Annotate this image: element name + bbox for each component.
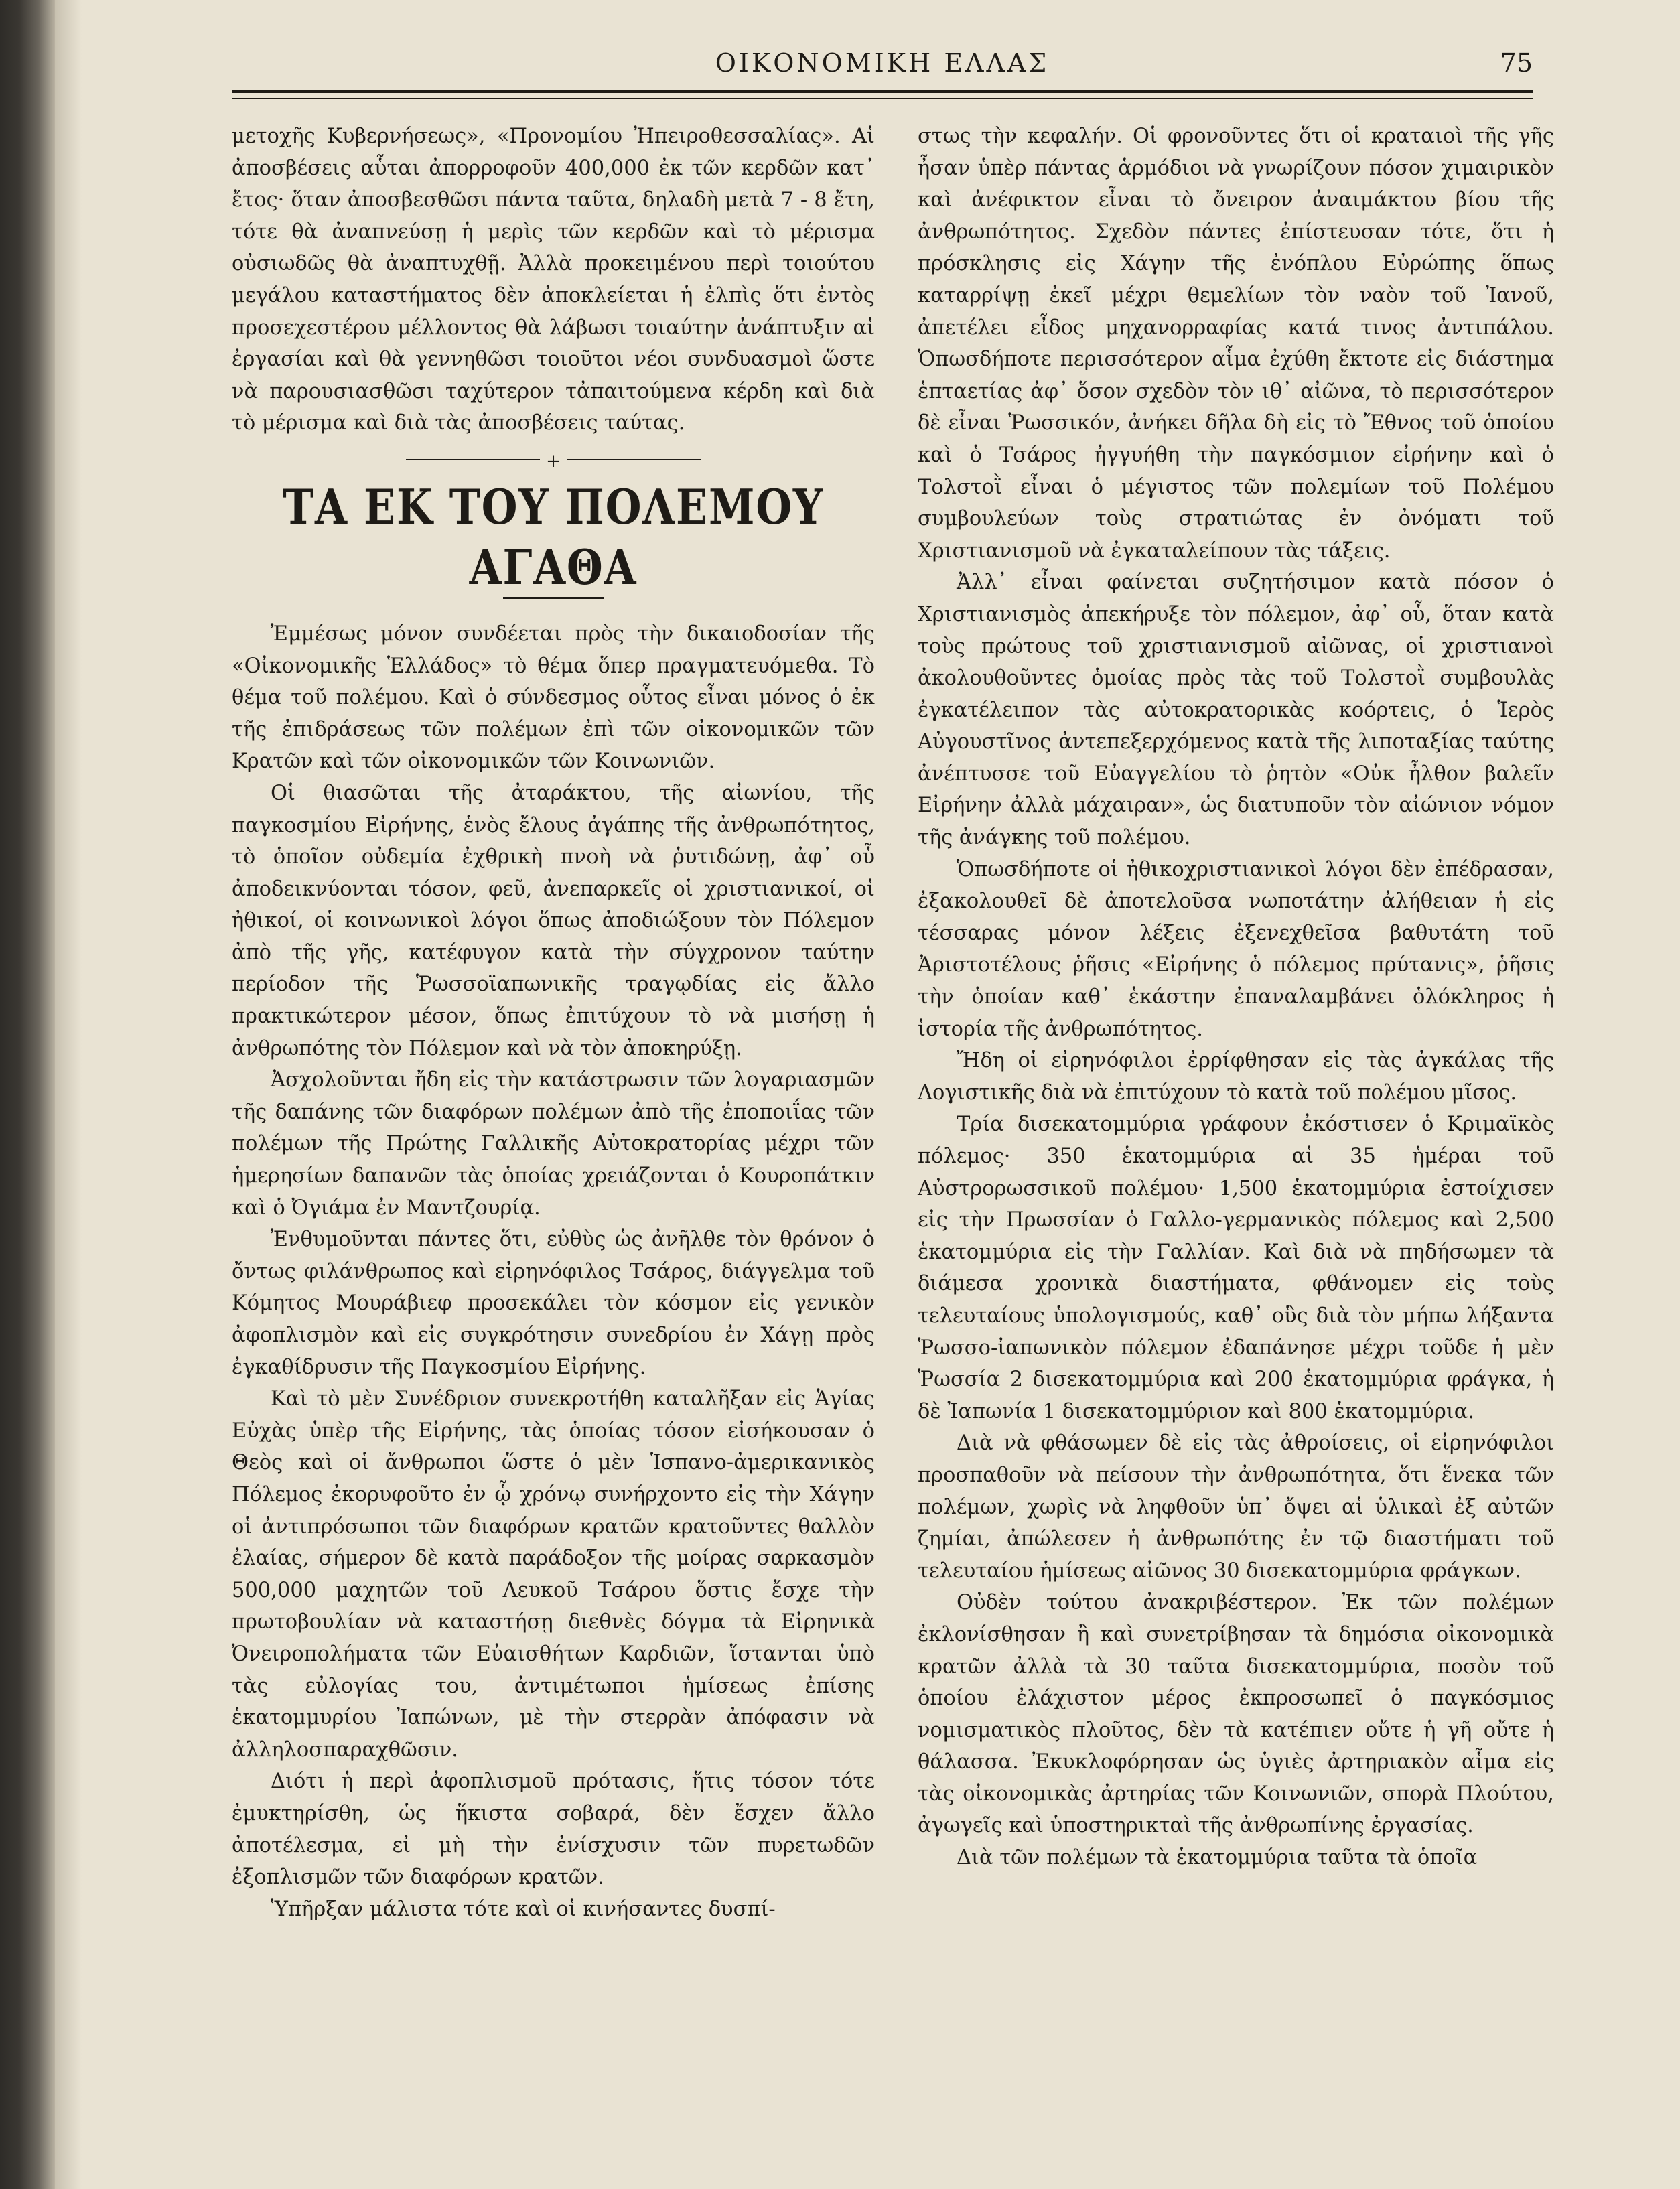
running-title: ΟΙΚΟΝΟΜΙΚΗ ΕΛΛΑΣ <box>715 48 1050 78</box>
paragraph: Ἀλλ᾽ εἶναι φαίνεται συζητήσιμον κατὰ πόσον ὁ Χριστιανισμὸς ἀπεκήρυξε τὸν πόλεμον, ἀφ᾽ οὗ, ὅταν κατὰ τοὺς πρώτους τοῦ χριστιανισμοῦ αἰῶνας, οἱ χριστιανοὶ ἀκολουθοῦντες ὁμοίας πρὸς τὰς τοῦ Τολστοῒ συμβουλὰς ἐγκατέλειπον τὰς αὐτοκρατορικὰς κοόρτεις, ὁ Ἱερὸς Αὐγουστῖνος ἀντεπεξερχόμενος κατὰ τῆς λιποταξίας ταύτης ἀνέπτυσσε τοῦ Εὐαγγελίου τὸ ῥητὸν «Οὐκ ἦλθον βαλεῖν Εἰρήνην ἀλλὰ μάχαιραν», ὡς διατυποῦν τὸν αἰώνιον νόμον τῆς ἀνάγκης τοῦ πολέμου. <box>918 571 1554 850</box>
paragraph: Ἐμμέσως μόνον συνδέεται πρὸς τὴν δικαιοδοσίαν τῆς «Οἰκονομικῆς Ἑλλάδος» τὸ θέμα ὅπερ πραγματευόμεθα. Τὸ θέμα τοῦ πολέμου. Καὶ ὁ σύνδεσμος οὗτος εἶναι μόνος ὁ ἐκ τῆς ἐπιδράσεως τῶν πολέμων ἐπὶ τῶν οἰκονομικῶν τῶν Κρατῶν καὶ τῶν οἰκονομικῶν τῶν Κοινωνιῶν. <box>232 622 875 774</box>
left-column <box>232 121 875 1925</box>
page-gutter <box>55 0 82 2189</box>
paragraph: Ἀσχολοῦνται ἤδη εἰς τὴν κατάστρωσιν τῶν λογαριασμῶν τῆς δαπάνης τῶν διαφόρων πολέμων ἀπὸ τῆς ἐποποιΐας τῶν πολέμων τῆς Πρώτης Γαλλικῆς Αὐτοκρατορίας μέχρι τῶν ἡμερησίων δαπανῶν τὰς ὁποίας χρειάζονται ὁ Κουροπάτκιν καὶ ὁ Ὀγιάμα ἐν Μαντζουρίᾳ. <box>232 1068 875 1220</box>
header-rule-thin <box>232 98 1533 99</box>
paragraph: Διὰ τῶν πολέμων τὰ ἑκατομμύρια ταῦτα τὰ ὁποῖα <box>957 1846 1478 1870</box>
book-binding-shadow <box>0 0 55 2189</box>
paragraph: Καὶ τὸ μὲν Συνέδριον συνεκροτήθη καταλῆξαν εἰς Ἁγίας Εὐχὰς ὑπὲρ τῆς Εἰρήνης, τὰς ὁποίας τόσον εἰσήκουσαν ὁ Θεὸς καὶ οἱ ἄνθρωποι ὥστε ὁ μὲν Ἱσπανο-ἀμερικανικὸς Πόλεμος ἐκορυφοῦτο ἐν ᾧ χρόνῳ συνήρχοντο εἰς τὴν Χάγην οἱ ἀντιπρόσωποι τῶν διαφόρων κρατῶν κρατοῦντες θαλλὸν ἐλαίας, σήμερον δὲ κατὰ παράδοξον τῆς μοίρας σαρκασμὸν 500,000 μαχητῶν τοῦ Λευκοῦ Τσάρου ὅστις ἔσχε τὴν πρωτοβουλίαν νὰ καταστήσῃ διεθνὲς δόγμα τὰ Εἰρηνικὰ Ὀνειροπολήματα τῶν Εὐαισθήτων Καρδιῶν, ἵστανται ὑπὸ τὰς εὐλογίας του, ἀντιμέτωποι ἡμίσεως ἐπίσης ἑκατομμυρίου Ἰαπώνων, μὲ τὴν στερρὰν ἀπόφασιν νὰ ἀλληλοσπαραχθῶσιν. <box>232 1387 875 1762</box>
page-number: 75 <box>1500 48 1533 78</box>
paragraph: Ὁπωσδήποτε οἱ ἠθικοχριστιανικοὶ λόγοι δὲν ἐπέδρασαν, ἐξακολουθεῖ δὲ ἀποτελοῦσα νωποτάτην ἀλήθειαν ἡ εἰς τέσσαρας μόνον λέξεις ἐξενεχθεῖσα βαθυτάτη τοῦ Ἀριστοτέλους ῥῆσις «Εἰρήνης ὁ πόλεμος πρύτανις», ῥῆσις τὴν ὁποίαν καθ᾽ ἑκάστην ἐπαναλαμβάνει ὁλόκληρος ἡ ἱστορία τῆς ἀνθρωπότητος. <box>918 857 1554 1041</box>
continued-paragraph: στως τὴν κεφαλήν. Οἱ φρονοῦντες ὅτι οἱ κραταιοὶ τῆς γῆς ἦσαν ὑπὲρ πάντας ἁρμόδιοι νὰ γνωρίζουν πόσον χιμαιρικὸν καὶ ἀνέφικτον εἶναι τὸ ὄνειρον ἀναιμάκτου βίου τῆς ἀνθρωπότητος. Σχεδὸν πάντες ἐπίστευσαν τότε, ὅτι ἡ πρόσκλησις εἰς Χάγην τῆς ἐνόπλου Εὐρώπης ὅπως καταρρίψῃ ἐκεῖ μέχρι θεμελίων τὸν ναὸν τοῦ Ἰανοῦ, ἀπετέλει εἶδος μηχανορραφίας κατά τινος ἀντιπάλου. Ὁπωσδήποτε περισσότερον αἷμα ἐχύθη ἔκτοτε εἰς διάστημα ἑπταετίας ἀφ᾽ ὅσον σχεδὸν τὸν ιθ᾽ αἰῶνα, τὸ περισσότερον δὲ εἶναι Ῥωσσικόν, ἀνήκει δῆλα δὴ εἰς τὸ Ἔθνος τοῦ ὁποίου καὶ ὁ Τσάρος ἠγγυήθη τὴν παγκόσμιον εἰρήνην καὶ ὁ Τολστοῒ εἶναι ὁ μέγιστος τῶν πολεμίων τοῦ Πολέμου συμβουλεύων τοὺς στρατιώτας ἐν ὀνόματι τοῦ Χριστιανισμοῦ νὰ ἐγκαταλείπουν τὰς τάξεις. <box>918 125 1554 563</box>
paragraph: Οὐδὲν τούτου ἀνακριβέστερον. Ἐκ τῶν πολέμων ἐκλονίσθησαν ἢ καὶ συνετρίβησαν τὰ δημόσια οἰκονομικὰ κρατῶν ἀλλὰ τὰ 30 ταῦτα δισεκατομμύρια, ποσὸν τοῦ ὁποίου ἐλάχιστον μέρος ἐκπροσωπεῖ ὁ παγκόσμιος νομισματικὸς πλοῦτος, δὲν τὰ κατέπιεν οὔτε ἡ γῆ οὔτε ἡ θάλασσα. Ἐκυκλοφόρησαν ὡς ὑγιὲς ἀρτηριακὸν αἷμα εἰς τὰς οἰκονομικὰς ἀρτηρίας τῶν Κοινωνιῶν, σπορὰ Πλούτου, ἀγωγεῖς καὶ ὑποστηρικταὶ τῆς ἀνθρωπίνης ἐργασίας. <box>918 1591 1554 1838</box>
section-ornament <box>406 451 701 472</box>
article-title: ΤΑ ΕΚ ΤΟΥ ΠΟΛΕΜΟΥ ΑΓΑΘΑ <box>283 478 824 595</box>
title-underline <box>503 597 604 599</box>
ornament-rule-right <box>567 459 701 460</box>
page-header <box>232 44 1533 91</box>
continued-paragraph: μετοχῆς Κυβερνήσεως», «Προνομίου Ἠπειροθεσσαλίας». Αἱ ἀποσβέσεις αὗται ἀπορροφοῦν 400,000 ἐκ τῶν κερδῶν κατ᾽ ἔτος· ὅταν ἀποσβεσθῶσι πάντα ταῦτα, δηλαδὴ μετὰ 7 - 8 ἔτη, τότε θὰ ἀναπνεύσῃ ἡ μερὶς τῶν κερδῶν καὶ τὸ μέρισμα οὐσιωδῶς θὰ ἀναπτυχθῇ. Ἀλλὰ προκειμένου περὶ τοιούτου μεγάλου καταστήματος δὲν ἀποκλείεται ἡ ἐλπὶς ὅτι ἐντὸς προσεχεστέρου μέλλοντος θὰ λάβωσι τοιαύτην ἀνάπτυξιν αἱ ἐργασίαι καὶ θὰ γεννηθῶσι τοιοῦτοι νέοι συνδυασμοὶ ὥστε νὰ παρουσιασθῶσι ταχύτερον τἀπαιτούμενα κέρδη καὶ διὰ τὸ μέρισμα καὶ διὰ τὰς ἀποσβέσεις ταύτας. <box>232 125 875 435</box>
right-column <box>918 121 1554 1874</box>
paragraph: Ἐνθυμοῦνται πάντες ὅτι, εὐθὺς ὡς ἀνῆλθε τὸν θρόνον ὁ ὄντως φιλάνθρωπος καὶ εἰρηνόφιλος Τσάρος, διάγγελμα τοῦ Κόμητος Μουράβιεφ προσεκάλει τὸν κόσμον εἰς γενικὸν ἀφοπλισμὸν καὶ εἰς συγκρότησιν συνεδρίου ἐν Χάγῃ πρὸς ἐγκαθίδρυσιν τῆς Παγκοσμίου Εἰρήνης. <box>232 1228 875 1379</box>
paragraph: Ἤδη οἱ εἰρηνόφιλοι ἐρρίφθησαν εἰς τὰς ἀγκάλας τῆς Λογιστικῆς διὰ νὰ ἐπιτύχουν τὸ κατὰ τοῦ πολέμου μῖσος. <box>918 1049 1554 1105</box>
ornament-cross: + <box>546 451 561 472</box>
paragraph: Οἱ θιασῶται τῆς ἀταράκτου, τῆς αἰωνίου, τῆς παγκοσμίου Εἰρήνης, ἑνὸς ἔλους ἀγάπης τῆς ἀνθρωπότητος, τὸ ὁποῖον οὐδεμία ἐχθρικὴ πνοὴ νὰ ῥυτιδώνῃ, ἀφ᾽ οὗ ἀποδεικνύονται τόσον, φεῦ, ἀνεπαρκεῖς οἱ χριστιανικοί, οἱ ἠθικοί, οἱ κοινωνικοὶ λόγοι ὅπως ἀποδιώξουν τὸν Πόλεμον ἀπὸ τῆς γῆς, κατέφυγον κατὰ τὴν σύγχρονον ταύτην περίοδον τῆς Ῥωσσοϊαπωνικῆς τραγῳδίας εἰς ἄλλο πρακτικώτερον μέσον, ὅπως ἐπιτύχουν τὸ νὰ μισήσῃ ἡ ἀνθρωπότης τὸν Πόλεμον καὶ νὰ τὸν ἀποκηρύξῃ. <box>232 781 875 1060</box>
paragraph: Διὰ νὰ φθάσωμεν δὲ εἰς τὰς ἀθροίσεις, οἱ εἰρηνόφιλοι προσπαθοῦν νὰ πείσουν τὴν ἀνθρωπότητα, ὅτι ἕνεκα τῶν πολέμων, χωρὶς νὰ ληφθοῦν ὑπ᾽ ὄψει αἱ ὑλικαὶ ἐξ αὐτῶν ζημίαι, ἀπώλεσεν ἡ ἀνθρωπότης ἐν τῷ διαστήματι τοῦ τελευταίου ἡμίσεως αἰῶνος 30 δισεκατομμύρια φράγκων. <box>918 1431 1554 1583</box>
paragraph: Διότι ἡ περὶ ἀφοπλισμοῦ πρότασις, ἥτις τόσον τότε ἐμυκτηρίσθη, ὡς ἥκιστα σοβαρά, δὲν ἔσχεν ἄλλο ἀποτέλεσμα, εἰ μὴ τὴν ἐνίσχυσιν τῶν πυρετωδῶν ἐξοπλισμῶν τῶν διαφόρων κρατῶν. <box>232 1770 875 1890</box>
header-rule-thick <box>232 90 1533 93</box>
paragraph: Τρία δισεκατομμύρια γράφουν ἐκόστισεν ὁ Κριμαϊκὸς πόλεμος· 350 ἑκατομμύρια αἱ 35 ἡμέραι τοῦ Αὐστρορωσσικοῦ πολέμου· 1,500 ἑκατομμύρια ἐστοίχισεν εἰς τὴν Πρωσσίαν ὁ Γαλλο-γερμανικὸς πόλεμος καὶ 2,500 ἑκατομμύρια εἰς τὴν Γαλλίαν. Καὶ διὰ νὰ πηδήσωμεν τὰ διάμεσα χρονικὰ διαστήματα, φθάνομεν εἰς τοὺς τελευταίους ὑπολογισμούς, καθ᾽ οὓς διὰ τὸν μήπω λήξαντα Ῥωσσο-ἰαπωνικὸν πόλεμον ἐδαπάνησε μέχρι τοῦδε ἡ μὲν Ῥωσσία 2 δισεκατομμύρια καὶ 200 ἑκατομμύρια φράγκα, ἡ δὲ Ἰαπωνία 1 δισεκατομμύριον καὶ 800 ἑκατομμύρια. <box>918 1113 1554 1423</box>
paragraph: Ὑπῆρξαν μάλιστα τότε καὶ οἱ κινήσαντες δυσπί- <box>271 1897 776 1921</box>
